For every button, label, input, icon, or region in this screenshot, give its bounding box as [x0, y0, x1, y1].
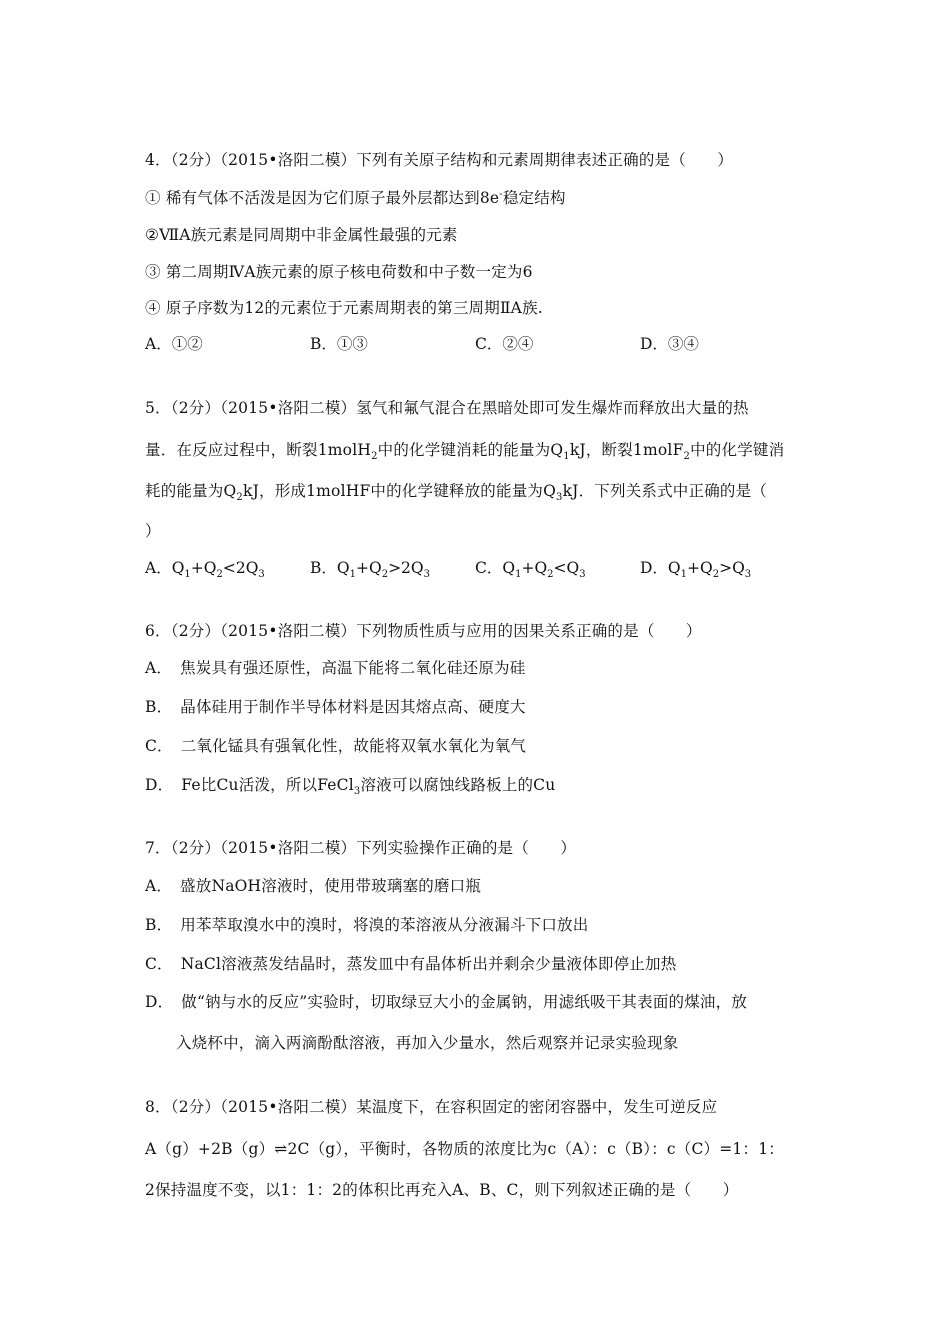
q5-l3-b: kJ，形成1molHF中的化学键释放的能量为Q: [242, 482, 557, 500]
q5-b-r: >2Q: [388, 559, 424, 577]
q5-d-m: +Q: [687, 559, 713, 577]
q5-d-s3: 3: [744, 569, 752, 581]
q5-l2-d: 中的化学键消: [690, 441, 785, 459]
q4-statement-4: ④ 原子序数为12的元素位于元素周期表的第三周期ⅡA族.: [145, 299, 543, 317]
q7-option-b: B． 用苯萃取溴水中的溴时，将溴的苯溶液从分液漏斗下口放出: [145, 916, 589, 934]
q5-l2-sub3: 2: [683, 451, 691, 463]
q5-c-p: C．Q: [475, 559, 516, 577]
q5-a-s1: 1: [184, 569, 191, 581]
q4-stem: 4．（2分）（2015•洛阳二模）下列有关原子结构和元素周期律表述正确的是（ ）: [145, 151, 734, 169]
q4-s1-text: ① 稀有气体不活泼是因为它们原子最外层都达到8e: [145, 189, 500, 207]
q5-line-4: ）: [145, 522, 161, 540]
q6-option-a: A． 焦炭具有强还原性，高温下能将二氧化硅还原为硅: [145, 659, 526, 677]
q7-option-d-line-2: 入烧杯中，滴入两滴酚酞溶液，再加入少量水，然后观察并记录实验现象: [176, 1034, 679, 1052]
q5-a-p: A．Q: [145, 559, 185, 577]
q5-l2-sub2: 1: [563, 451, 570, 463]
q6-d-b: 溶液可以腐蚀线路板上的Cu: [360, 776, 556, 794]
q8-line-1: 8．（2分）（2015•洛阳二模）某温度下，在容积固定的密闭容器中，发生可逆反应: [145, 1098, 718, 1116]
q5-b-m: +Q: [355, 559, 382, 577]
q5-line-1: 5．（2分）（2015•洛阳二模）氢气和氟气混合在黑暗处即可发生爆炸而释放出大量的热: [145, 399, 749, 417]
q5-b-s1: 1: [349, 569, 356, 581]
q8-line-2: A（g）+2B（g）⇌2C（g），平衡时，各物质的浓度比为c（A）：c（B）：c（C）=1：1：: [145, 1140, 784, 1158]
q5-option-b: [310, 558, 430, 581]
q5-l3-sub1: 2: [236, 492, 243, 504]
q5-d-p: D．Q: [640, 559, 681, 577]
q7-stem: 7．（2分）（2015•洛阳二模）下列实验操作正确的是（ ）: [145, 839, 577, 857]
q5-d-r: >Q: [719, 559, 745, 577]
q6-stem: 6．（2分）（2015•洛阳二模）下列物质性质与应用的因果关系正确的是（ ）: [145, 622, 702, 640]
q4-option-a: A．①②: [145, 335, 203, 353]
q5-l2-c: kJ，断裂1molF: [569, 441, 684, 459]
q6-option-c: C． 二氧化锰具有强氧化性，故能将双氧水氧化为氧气: [145, 737, 527, 755]
q7-option-d-line-1: D． 做“钠与水的反应”实验时，切取绿豆大小的金属钠，用滤纸吸干其表面的煤油，放: [145, 993, 748, 1011]
q4-option-b: B．①③: [310, 335, 368, 353]
q5-d-s2: 2: [712, 569, 720, 581]
q5-l2-a: 量．在反应过程中，断裂1molH: [145, 441, 372, 459]
q5-c-m: +Q: [521, 559, 548, 577]
q5-c-r: <Q: [553, 559, 580, 577]
q8-line-3: 2保持温度不变，以1：1：2的体积比再充入A、B、C，则下列叙述正确的是（ ）: [145, 1181, 739, 1199]
q5-c-s2: 2: [547, 569, 554, 581]
q5-c-s3: 3: [579, 569, 586, 581]
q6-d-a: D． Fe比Cu活泼，所以FeCl: [145, 776, 354, 794]
q4-option-c: C．②④: [475, 335, 534, 353]
q5-a-s3: 3: [258, 569, 265, 581]
q5-b-p: B．Q: [310, 559, 350, 577]
q5-line-2: [145, 440, 785, 463]
q5-b-s3: 3: [423, 569, 430, 581]
q4-s1-sup: -: [499, 188, 503, 200]
q5-line-3: [145, 481, 768, 504]
q5-l3-c: kJ．下列关系式中正确的是（: [562, 482, 768, 500]
q5-d-s1: 1: [680, 569, 688, 581]
q5-a-r: <2Q: [222, 559, 259, 577]
q7-option-a: A． 盛放NaOH溶液时，使用带玻璃塞的磨口瓶: [145, 877, 482, 895]
q5-a-s2: 2: [216, 569, 223, 581]
q4-statement-3: ③ 第二周期ⅣA族元素的原子核电荷数和中子数一定为6: [145, 263, 533, 281]
q6-option-d: [145, 775, 556, 798]
q5-l3-a: 耗的能量为Q: [145, 482, 237, 500]
q6-d-sub: 3: [353, 786, 361, 798]
q5-a-m: +Q: [190, 559, 217, 577]
q5-l3-sub2: 3: [556, 492, 563, 504]
q5-b-s2: 2: [381, 569, 389, 581]
q5-l2-b: 中的化学键消耗的能量为Q: [377, 441, 564, 459]
q7-option-c: C． NaCl溶液蒸发结晶时，蒸发皿中有晶体析出并剩余少量液体即停止加热: [145, 955, 677, 973]
q4-statement-2: ②ⅦA族元素是同周期中非金属性最强的元素: [145, 226, 458, 244]
q5-l2-sub1: 2: [371, 451, 378, 463]
q4-statement-1: [145, 188, 566, 208]
q5-option-d: [640, 558, 752, 581]
q5-option-a: [145, 558, 265, 581]
q4-option-d: D．③④: [640, 335, 699, 353]
q4-s1-text-end: 稳定结构: [502, 189, 566, 207]
q6-option-b: B． 晶体硅用于制作半导体材料是因其熔点高、硬度大: [145, 698, 526, 716]
q5-option-c: [475, 558, 586, 581]
q5-c-s1: 1: [515, 569, 522, 581]
